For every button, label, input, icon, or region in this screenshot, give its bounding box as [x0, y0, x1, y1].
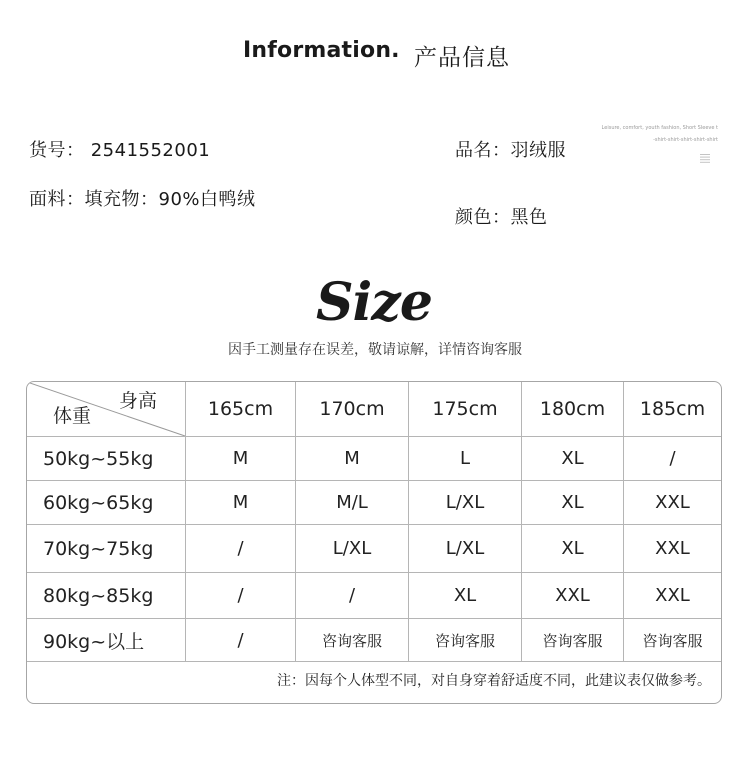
size-cell: L/XL: [445, 492, 485, 513]
size-cell: XXL: [655, 538, 690, 559]
product-color: 颜色：黑色: [455, 207, 548, 228]
corner-diagonal-line: [27, 382, 187, 437]
tagline-line-1: Leisure, comfort, youth fashion, Short Sleeve t: [601, 125, 718, 131]
size-cell: /: [237, 538, 244, 559]
weight-label: 70kg~75kg: [43, 537, 154, 560]
height-header-165: 165cm: [207, 398, 274, 420]
list-lines-icon: [700, 154, 710, 163]
size-cell: M: [232, 448, 249, 469]
size-cell: XXL: [555, 585, 590, 606]
size-cell: 咨询客服: [321, 631, 382, 650]
height-header-170: 170cm: [319, 398, 385, 420]
size-cell: M: [232, 492, 249, 513]
weight-label: 90kg~以上: [43, 630, 145, 653]
size-cell: L/XL: [445, 538, 485, 559]
corner-height-label: 身高: [119, 390, 158, 412]
height-header-185: 185cm: [639, 398, 706, 420]
size-cell: /: [237, 585, 244, 606]
size-cell: /: [237, 629, 244, 651]
size-title: Size: [316, 272, 432, 333]
height-header-180: 180cm: [539, 398, 606, 420]
size-cell: /: [669, 448, 676, 469]
product-name: 品名：羽绒服: [455, 140, 566, 161]
size-cell: 咨询客服: [434, 631, 495, 650]
size-cell: XXL: [655, 492, 690, 513]
size-cell: 咨询客服: [542, 631, 603, 650]
size-cell: 咨询客服: [642, 631, 703, 650]
measurement-note: 因手工测量存在误差，敬请谅解，详情咨询客服: [228, 342, 522, 358]
table-footnote: 注：因每个人体型不同，对自身穿着舒适度不同，此建议表仅做参考。: [277, 673, 711, 689]
decorative-tagline: [600, 122, 718, 146]
weight-label: 50kg~55kg: [43, 447, 154, 470]
material: 面料：填充物：90%白鸭绒: [29, 189, 256, 210]
header-title-cn: 产品信息: [414, 45, 510, 71]
size-table: [26, 381, 722, 704]
height-header-175: 175cm: [432, 398, 498, 420]
tagline-line-2: -shirt-shirt-shirt-shirt-shirt: [653, 137, 718, 143]
weight-label: 60kg~65kg: [43, 491, 154, 514]
item-number: 货号： 2541552001: [29, 140, 211, 161]
size-cell: M/L: [336, 492, 368, 513]
size-cell: XL: [561, 492, 584, 513]
size-cell: XXL: [655, 585, 690, 606]
corner-weight-label: 体重: [53, 405, 92, 427]
size-cell: XL: [453, 585, 477, 606]
row-divider: [27, 661, 721, 662]
size-cell: XL: [561, 538, 584, 559]
size-cell: XL: [561, 448, 584, 469]
weight-label: 80kg~85kg: [43, 584, 154, 607]
header-title-en: Information.: [243, 38, 400, 63]
size-cell: M: [344, 448, 360, 469]
size-cell: L: [459, 448, 471, 469]
size-cell: L/XL: [332, 538, 372, 559]
size-cell: /: [348, 585, 356, 606]
